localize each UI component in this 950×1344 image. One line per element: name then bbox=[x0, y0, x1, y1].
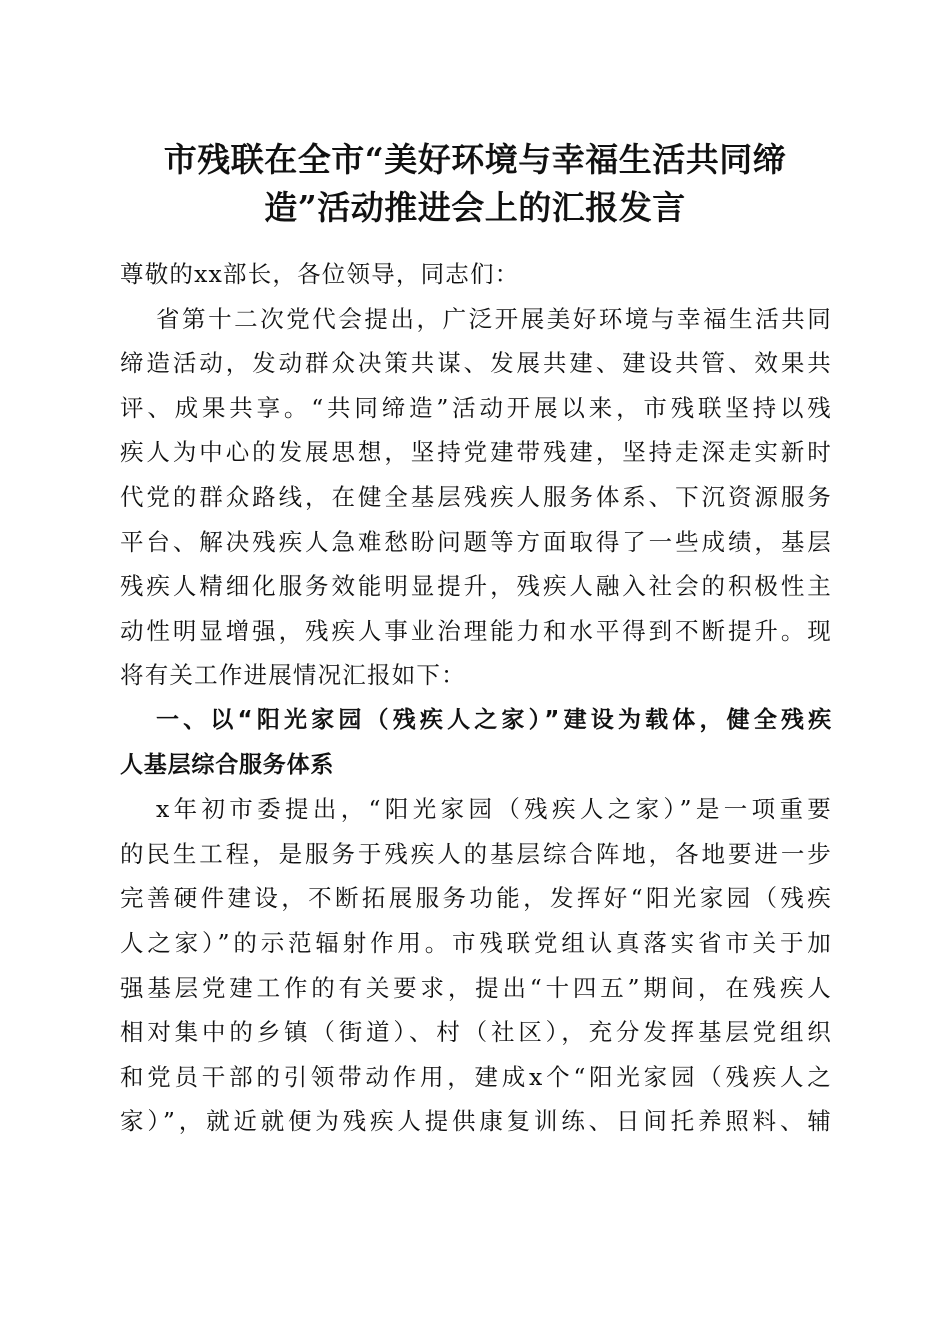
paragraph-1-line: 动性明显增强，残疾人事业治理能力和水平得到不断提升。现 bbox=[120, 616, 832, 645]
paragraph-2-line: 相对集中的乡镇（街道）、村（社区），充分发挥基层党组织 bbox=[120, 1018, 832, 1047]
title-line-2: 造”活动推进会上的汇报发言 bbox=[264, 188, 686, 227]
paragraph-2-line: x年初市委提出，“阳光家园（残疾人之家）”是一项重要 bbox=[156, 795, 832, 824]
paragraph-1-line: 将有关工作进展情况汇报如下： bbox=[120, 661, 466, 690]
paragraph-2-line: 的民生工程，是服务于残疾人的基层综合阵地，各地要进一步 bbox=[120, 839, 832, 868]
greeting: 尊敬的xx部长，各位领导，同志们： bbox=[120, 260, 520, 288]
paragraph-2-line: 家）”，就近就便为残疾人提供康复训练、日间托养照料、辅 bbox=[120, 1107, 832, 1136]
paragraph-2-line: 和党员干部的引领带动作用，建成x个“阳光家园（残疾人之 bbox=[120, 1062, 832, 1091]
paragraph-2-line: 强基层党建工作的有关要求，提出“十四五”期间，在残疾人 bbox=[120, 973, 832, 1002]
document-body bbox=[120, 252, 832, 1144]
title-line-1: 市残联在全市“美好环境与幸福生活共同缔 bbox=[163, 140, 787, 179]
paragraph-1-line: 缔造活动，发动群众决策共谋、发展共建、建设共管、效果共 bbox=[120, 349, 832, 378]
paragraph-1-line: 代党的群众路线，在健全基层残疾人服务体系、下沉资源服务 bbox=[120, 482, 832, 511]
paragraph-1-line: 平台、解决残疾人急难愁盼问题等方面取得了一些成绩，基层 bbox=[120, 527, 832, 556]
paragraph-2-line: 人之家）”的示范辐射作用。市残联党组认真落实省市关于加 bbox=[120, 928, 832, 957]
paragraph-1-line: 残疾人精细化服务效能明显提升，残疾人融入社会的积极性主 bbox=[120, 572, 832, 601]
document-title bbox=[110, 136, 840, 232]
paragraph-1-line: 评、成果共享。“共同缔造”活动开展以来，市残联坚持以残 bbox=[120, 393, 832, 422]
section-heading-1: 一、以“阳光家园（残疾人之家）”建设为载体，健全残疾 bbox=[156, 706, 832, 733]
section-heading-1-continued: 人基层综合服务体系 bbox=[120, 751, 335, 778]
paragraph-1-line: 疾人为中心的发展思想，坚持党建带残建，坚持走深走实新时 bbox=[120, 438, 832, 467]
paragraph-1-line: 省第十二次党代会提出，广泛开展美好环境与幸福生活共同 bbox=[156, 304, 832, 333]
paragraph-2-line: 完善硬件建设，不断拓展服务功能，发挥好“阳光家园（残疾 bbox=[120, 884, 832, 913]
